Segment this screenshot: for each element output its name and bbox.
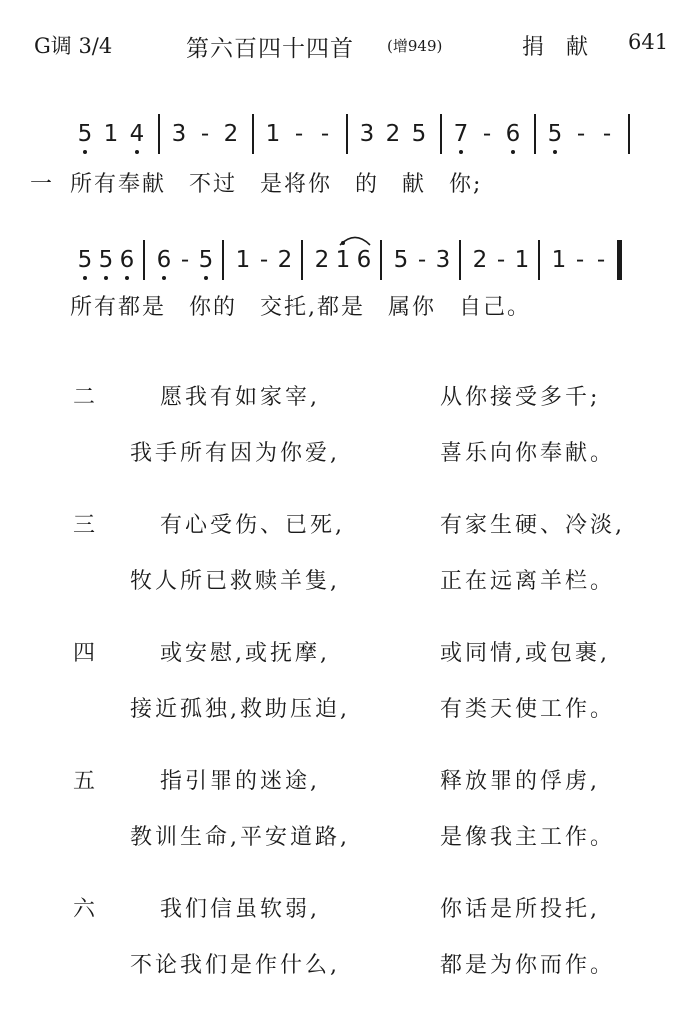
hymn-category: 捐献 bbox=[522, 35, 611, 60]
verse-line-d: 喜乐向你奉献。 bbox=[440, 441, 616, 466]
hymn-title: 第六百四十四首 bbox=[186, 36, 354, 62]
note: 6 bbox=[356, 247, 372, 273]
barline bbox=[440, 114, 442, 154]
verse-line-b: 释放罪的俘虏, bbox=[440, 769, 600, 794]
note: 6 bbox=[114, 246, 140, 274]
high-octave-dot bbox=[341, 241, 345, 245]
note: 6 bbox=[151, 246, 177, 274]
dash-note: - bbox=[576, 121, 586, 147]
low-octave-dot bbox=[104, 276, 108, 280]
hymn-subtitle: (增949) bbox=[387, 37, 443, 55]
barline bbox=[143, 240, 145, 280]
verse-line-b: 或同情,或包裹, bbox=[440, 641, 610, 666]
note: 3 bbox=[171, 121, 187, 147]
final-barline bbox=[617, 240, 622, 280]
barline bbox=[158, 114, 160, 154]
page-number: 641 bbox=[628, 30, 669, 54]
low-octave-dot bbox=[553, 150, 557, 154]
low-octave-dot bbox=[83, 276, 87, 280]
barline bbox=[346, 114, 348, 154]
verse-number: 三 bbox=[73, 513, 96, 538]
barline bbox=[538, 240, 540, 280]
note: 5 bbox=[393, 247, 409, 273]
note: 2 bbox=[385, 121, 401, 147]
note: 2 bbox=[314, 247, 330, 273]
note: 3 bbox=[359, 121, 375, 147]
verse-line-d: 都是为你而作。 bbox=[440, 953, 616, 978]
verse-line-d: 是像我主工作。 bbox=[440, 825, 616, 850]
dash-note: - bbox=[417, 247, 427, 273]
note: 3 bbox=[435, 247, 451, 273]
barline bbox=[534, 114, 536, 154]
verse-line-c: 牧人所已救赎羊隻, bbox=[130, 569, 340, 594]
verse-number: 二 bbox=[73, 385, 96, 410]
note: 1 bbox=[265, 121, 281, 147]
note: 5 bbox=[93, 246, 119, 274]
lyric-verse-number: 一 bbox=[30, 172, 53, 197]
verse-line-a: 愿我有如家宰, bbox=[160, 385, 320, 410]
low-octave-dot bbox=[135, 150, 139, 154]
note: 5 bbox=[193, 246, 219, 274]
note: 5 bbox=[411, 121, 427, 147]
verse-number: 四 bbox=[73, 641, 96, 666]
note: 1 bbox=[330, 246, 356, 274]
note: 6 bbox=[500, 120, 526, 148]
low-octave-dot bbox=[162, 276, 166, 280]
note: 1 bbox=[514, 247, 530, 273]
barline bbox=[222, 240, 224, 280]
verse-line-a: 有心受伤、已死, bbox=[160, 513, 345, 538]
dash-note: - bbox=[482, 121, 492, 147]
lyric-line-2: 所有都是 你的 交托,都是 属你 自己。 bbox=[70, 295, 531, 320]
dash-note: - bbox=[259, 247, 269, 273]
verse-line-b: 从你接受多千; bbox=[440, 385, 601, 410]
low-octave-dot bbox=[204, 276, 208, 280]
verse-line-c: 教训生命,平安道路, bbox=[130, 825, 350, 850]
dash-note: - bbox=[602, 121, 612, 147]
low-octave-dot bbox=[459, 150, 463, 154]
verse-line-b: 你话是所投托, bbox=[440, 897, 600, 922]
note: 5 bbox=[72, 120, 98, 148]
verse-line-b: 有家生硬、冷淡, bbox=[440, 513, 625, 538]
note: 1 bbox=[551, 247, 567, 273]
note: 2 bbox=[472, 247, 488, 273]
low-octave-dot bbox=[511, 150, 515, 154]
note: 1 bbox=[235, 247, 251, 273]
low-octave-dot bbox=[125, 276, 129, 280]
dash-note: - bbox=[496, 247, 506, 273]
verse-line-c: 不论我们是作什么, bbox=[130, 953, 340, 978]
dash-note: - bbox=[294, 121, 304, 147]
note: 5 bbox=[542, 120, 568, 148]
verse-line-c: 接近孤独,救助压迫, bbox=[130, 697, 350, 722]
verse-line-d: 正在远离羊栏。 bbox=[440, 569, 616, 594]
barline bbox=[252, 114, 254, 154]
dash-note: - bbox=[180, 247, 190, 273]
barline bbox=[459, 240, 461, 280]
key-signature: G调 3/4 bbox=[34, 34, 113, 58]
dash-note: - bbox=[596, 247, 606, 273]
dash-note: - bbox=[200, 121, 210, 147]
note: 2 bbox=[277, 247, 293, 273]
note: 4 bbox=[124, 120, 150, 148]
note: 5 bbox=[72, 246, 98, 274]
verse-line-c: 我手所有因为你爱, bbox=[130, 441, 340, 466]
note: 2 bbox=[223, 121, 239, 147]
verse-line-d: 有类天使工作。 bbox=[440, 697, 616, 722]
low-octave-dot bbox=[83, 150, 87, 154]
verse-number: 六 bbox=[73, 897, 96, 922]
note: 1 bbox=[103, 121, 119, 147]
verse-line-a: 或安慰,或抚摩, bbox=[160, 641, 330, 666]
verse-line-a: 我们信虽软弱, bbox=[160, 897, 320, 922]
barline bbox=[628, 114, 630, 154]
dash-note: - bbox=[575, 247, 585, 273]
dash-note: - bbox=[320, 121, 330, 147]
note: 7 bbox=[448, 120, 474, 148]
verse-line-a: 指引罪的迷途, bbox=[160, 769, 320, 794]
lyric-line-1: 所有奉献 不过 是将你 的 献 你; bbox=[70, 172, 483, 197]
barline bbox=[301, 240, 303, 280]
verse-number: 五 bbox=[73, 769, 96, 794]
barline bbox=[380, 240, 382, 280]
